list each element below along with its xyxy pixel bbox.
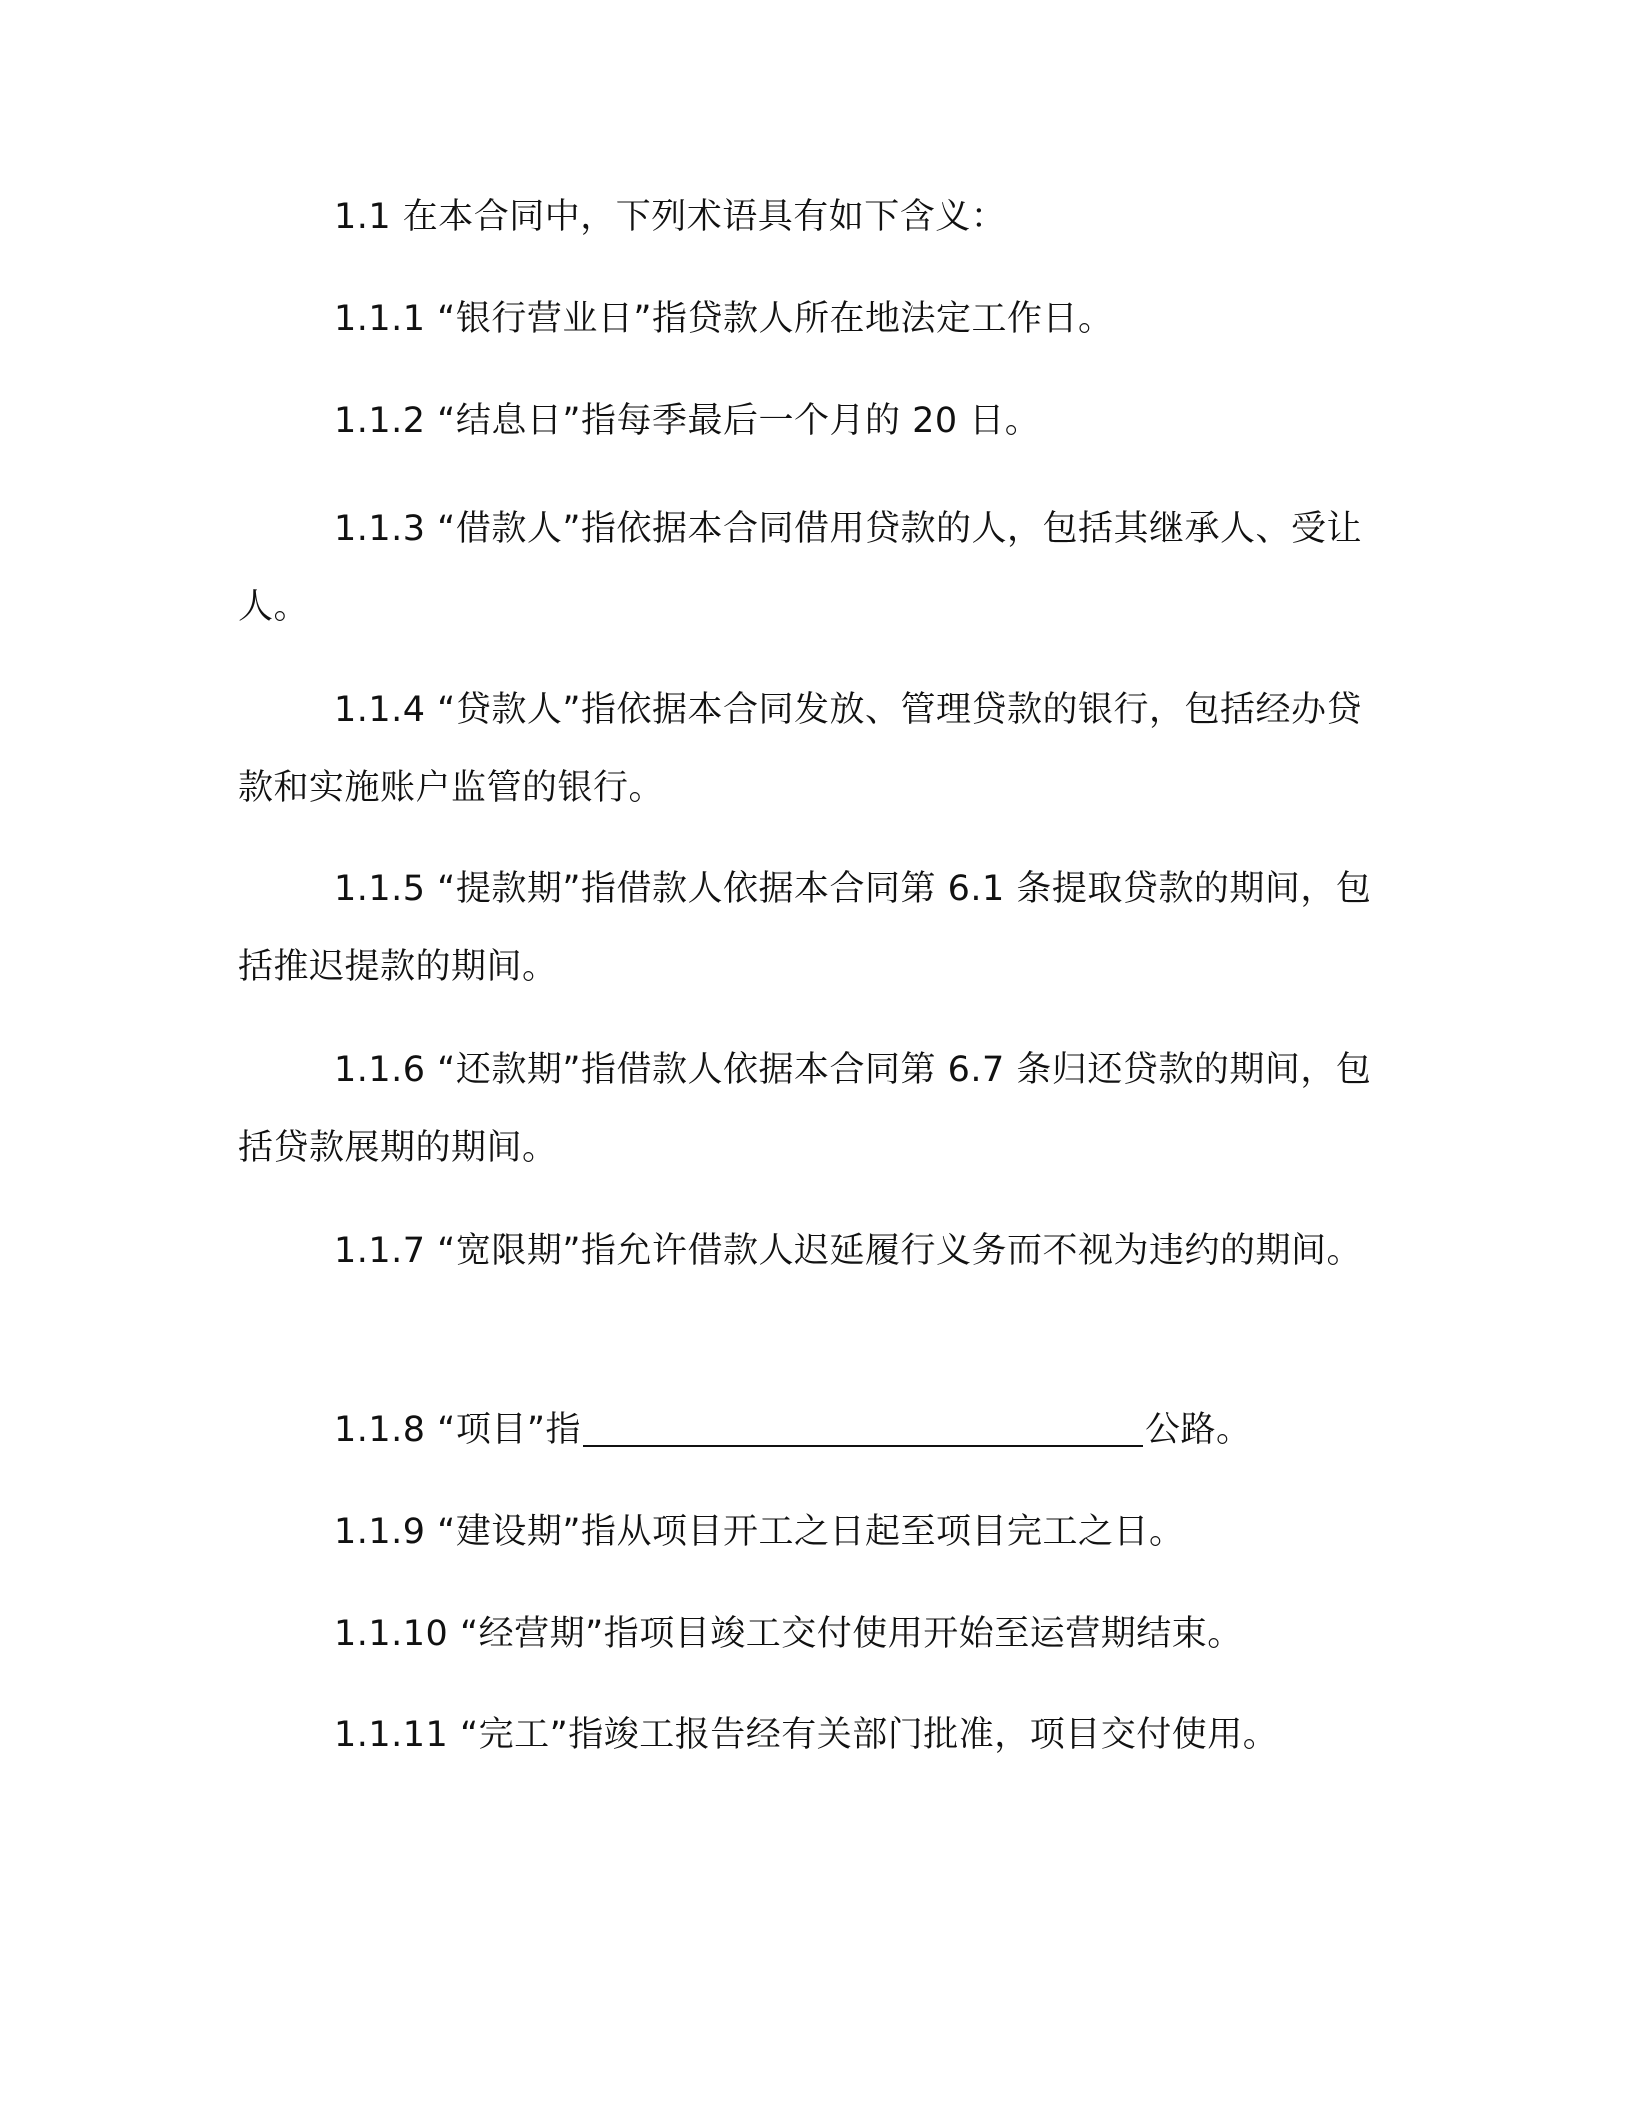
clause-1-1: 1.1 在本合同中，下列术语具有如下含义： bbox=[334, 197, 1007, 237]
clause-1-1-3: 1.1.3 “借款人”指依据本合同借用贷款的人，包括其继承人、受让人。 bbox=[238, 509, 1362, 627]
clause-1-1-8 bbox=[238, 1391, 1388, 1469]
clause-1-1-1: 1.1.1 “银行营业日”指贷款人所在地法定工作日。 bbox=[334, 299, 1114, 339]
clause-1-1-7: 1.1.7 “宽限期”指允许借款人迟延履行义务而不视为违约的期间。 bbox=[334, 1231, 1362, 1271]
clause-1-1-5: 1.1.5 “提款期”指借款人依据本合同第 6.1 条提取贷款的期间，包括推迟提款的期间。 bbox=[238, 869, 1372, 987]
clause-1-1-8-suffix: 公路。 bbox=[1144, 1410, 1252, 1450]
clause-1-1-10: 1.1.10 “经营期”指项目竣工交付使用开始至运营期结束。 bbox=[334, 1614, 1243, 1654]
clause-1-1-6: 1.1.6 “还款期”指借款人依据本合同第 6.7 条归还贷款的期间，包括贷款展期的期间。 bbox=[238, 1050, 1372, 1168]
clause-1-1-2: 1.1.2 “结息日”指每季最后一个月的 20 日。 bbox=[334, 401, 1041, 441]
clause-1-1-8-prefix: 1.1.8 “项目”指 bbox=[334, 1410, 581, 1450]
clause-1-1-11: 1.1.11 “完工”指竣工报告经有关部门批准，项目交付使用。 bbox=[334, 1715, 1279, 1755]
clause-1-1-9: 1.1.9 “建设期”指从项目开工之日起至项目完工之日。 bbox=[334, 1512, 1185, 1552]
clause-1-1-4: 1.1.4 “贷款人”指依据本合同发放、管理贷款的银行，包括经办贷款和实施账户监管的银行。 bbox=[238, 690, 1362, 808]
project-name-blank bbox=[583, 1409, 1143, 1447]
